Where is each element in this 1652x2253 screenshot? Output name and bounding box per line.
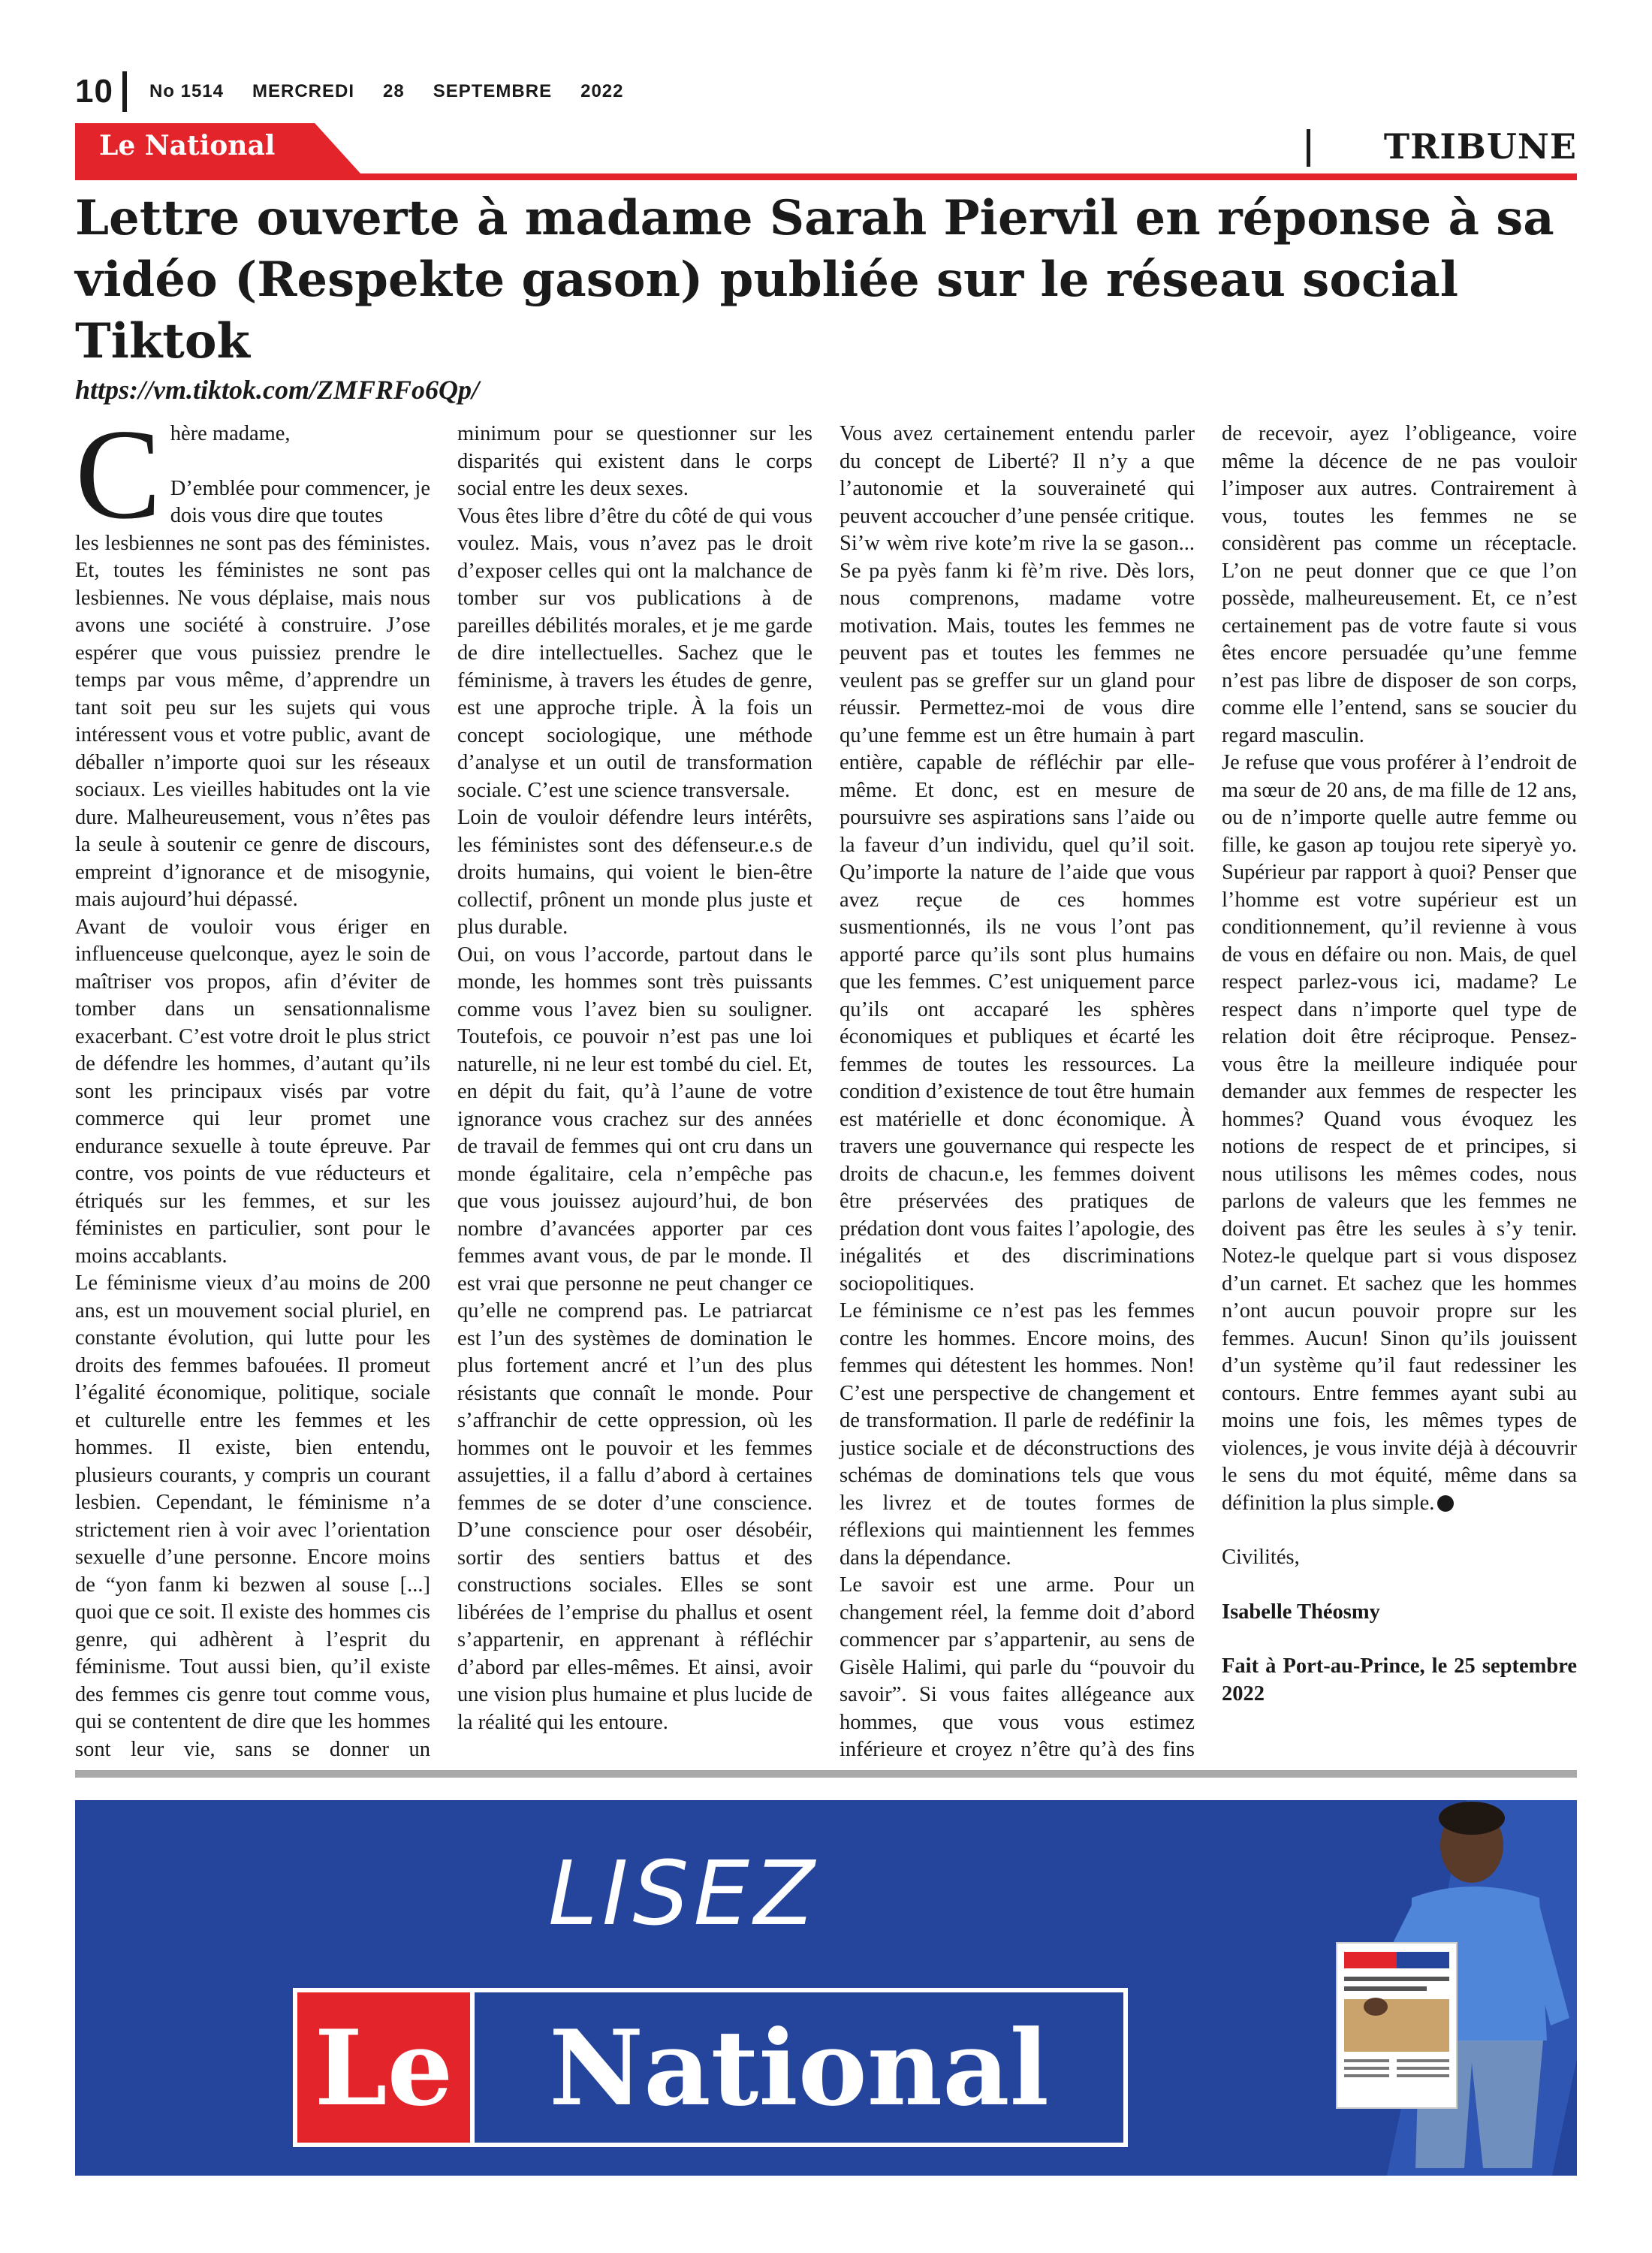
reader-with-newspaper-illustration — [1322, 1800, 1577, 2176]
paragraph-5: Loin de vouloir défendre leurs intérêts, les féministes sont des défenseur.e.s de droits humains, qui voient le bien-être collectif, prônent un monde plus juste et plus durable. — [457, 806, 812, 939]
paragraph-6: Oui, on vous l’accorde, partout dans le monde, les hommes sont très puissants comme vous l’avez bien su souligner. Toutefois, ce pouvoir n’est pas une loi naturelle, ni ne leur est tombé du ciel. Et, en dépit du fait, qu’à l’aune de votre ignorance vous crachez sur des années de travail de femmes qui ont cru dans un monde égalitaire, cela n’empêche pas que vous jouissez aujourd’hui, de bon nombre d’avancées apporter par ces femmes avant vous, de par le monde. Il est vrai que personne ne peut changer ce qu’elle ne comprend pas. Le patriarcat est l’un des systèmes de domination le plus fortement ancré et l’un des plus résistants que connaît le monde. Pour s’affranchir de cette oppression, où les hommes ont le pouvoir et les femmes assujetties, il a fallu d’abord à certaines femmes de se doter d’une conscience. D’une conscience pour oser désobéir, sortir des sentiers battus et des constructions sociales. Elles se sont libérées de l’emprise du phallus et osent s’appartenir, en apprenant à réfléchir d’abord par elles-mêmes. Et ainsi, avoir une vision plus humaine et plus lucide de la réalité qui les entoure. — [457, 943, 812, 1734]
band-divider — [1307, 129, 1310, 167]
folio — [75, 69, 652, 114]
paragraph-1-rest: les lesbiennes ne sont pas des féministes. Et, toutes les féministes ne sont pas lesbiennes. Ne vous déplaise, mais nous avons une société à construire. J’ose espérer que vous puissiez prendre le temps par vous même, d’apprendre un tant soit peu sur les sujets qui vous intéressent vous et votre public, avant de déballer n’importe quoi sur les réseaux sociaux. Les vieilles habitudes ont la vie dure. Malheureusement, vous n’êtes pas la seule à soutenir ce genre de discours, empreint d’ignorance et de misogynie, mais aujourd’hui dépassé. — [75, 531, 430, 911]
logo-national: National — [475, 1992, 1123, 2143]
logo-le: Le — [297, 1992, 470, 2143]
paragraph-4: Vous êtes libre d’être du côté de qui vous voulez. Mais, vous n’avez pas le droit d’exposer celles qui ont la malchance de tomber sur vos publications à de pareilles débilités morales, et je me garde de dire intellectuelles. Sachez que le féminisme, à travers les études de genre, est une approche triple. À la fois un concept sociologique, une méthode d’analyse et un outil de transformation sociale. C’est une science transversale. — [457, 504, 812, 802]
paragraph-9: Le savoir est une arme. Pour un changement réel, la femme doit d’abord commencer par s’appartenir, au sens de Gisèle Halimi, qui parle du “pouvoir du savoir”. Si vous faites allégeance aux hommes, que vous vous estimez inférieure et croyez n’être qu’à des fins de recevoir, ayez l’obligeance, voire même la décence de ne pas vouloir l’imposer aux autres. Contrairement à vous, toutes les femmes ne se considèrent pas comme un réceptacle. L’on ne peut donner que ce que l’on possède, malheureusement. Et, ce n’est certainement pas de votre faute si vous êtes encore persuadée qu’une femme n’est pas libre de disposer de son corps, comme elle l’entend, sans se soucier du regard masculin. — [840, 422, 1577, 1761]
end-mark-icon — [1437, 1495, 1454, 1512]
ad-divider — [75, 1770, 1577, 1778]
salutation: hère madame, — [170, 422, 291, 445]
month: SEPTEMBRE — [433, 81, 553, 101]
brand-label: Le National — [99, 130, 276, 161]
paragraph-8: Le féminisme ce n’est pas les femmes contre les hommes. Encore moins, des femmes qui détestent les hommes. Non! C’est une perspective de changement et de transformation. Il parle de redéfinir la justice sociale et de déconstructions des schémas de dominations tels que vous les livrez et de toutes formes de réflexions qui maintiennent les femmes dans la dépendance. — [840, 1299, 1195, 1570]
ad-cta: LISEZ — [548, 1841, 819, 1945]
drop-cap: C — [75, 403, 161, 546]
subscription-ad[interactable] — [75, 1800, 1577, 2176]
paragraph-1-lead: D’emblée pour commencer, je dois vous dire que toutes — [170, 476, 430, 527]
folio-divider — [122, 71, 127, 112]
article-title: Lettre ouverte à madame Sarah Piervil en réponse à sa vidéo (Respekte gason) publiée sur le réseau social Tiktok — [75, 190, 1554, 369]
article-body — [75, 403, 1577, 1765]
day: 28 — [383, 81, 405, 101]
author-name: Isabelle Théosmy — [1222, 1600, 1380, 1624]
ad-logo — [293, 1988, 1128, 2147]
page-number: 10 — [75, 73, 113, 110]
weekday: MERCREDI — [252, 81, 355, 101]
closing: Civilités, — [1222, 1546, 1300, 1569]
paragraph-7: Vous avez certainement entendu parler du concept de Liberté? Il n’y a que l’autonomie et la souveraineté qui peuvent accoucher d’une pensée critique. Si’w wèm rive kote’m rive la se gason... Se pa pyès fanm ki fè’m rive. Dès lors, nous comprenons, madame votre motivation. Mais, toutes les femmes ne peuvent pas et toutes les femmes ne veulent pas se greffer sur un gland pour réussir. Permettez-moi de vous dire qu’une femme est un être humain à part entière, capable de réfléchir par elle-même. Et donc, est en mesure de poursuivre ses aspirations sans l’aide ou la faveur d’un individu, quel qu’il soit. Qu’importe la nature de l’aide que vous avez reçue de ces hommes susmentionnés, ils ne vous l’ont pas apporté parce qu’ils sont plus humains que les femmes. C’est uniquement parce qu’ils ont accaparé les sphères économiques et publiques et écarté les femmes de toutes les ressources. La condition d’existence de tout être humain est matérielle et donc économique. À travers une gouvernance qui respecte les droits de chacun.e, les femmes doivent être préservées des pratiques de prédation dont vous faites l’apologie, des inégalités et des discriminations sociopolitiques. — [840, 422, 1195, 1295]
section-band — [75, 123, 1577, 180]
paragraph-10-text: Je refuse que vous proférer à l’endroit de ma sœur de 20 ans, de ma fille de 12 ans, ou de n’importe quelle autre femme ou fille, ke gason ap toujou rete siperyè yo. Supérieur par rapport à quoi? Penser que l’homme est votre supérieur est un conditionnement, qu’il revienne à vous de vous en défaire ou non. Mais, de quel respect parlez-vous ici, madame? Le respect dans n’importe quel type de relation doit être réciproque. Pensez-vous être la meilleure indiquée pour demander aux femmes de respecter les hommes? Quand vous évoquez les notions de respect de et principes, si nous utilisons les mêmes codes, nous parlons de valeurs que les femmes ne doivent pas être les seules à s’y tenir. Notez-le quelque part si vous disposez d’un carnet. Et sachez que les hommes n’ont aucun pouvoir propre sur les femmes. Aucun! Sinon qu’ils jouissent d’un système qu’il faut redessiner les contours. Entre femmes ayant subi au moins une fois, les mêmes types de violences, je vous invite déjà à découvrir le sens du mot équité, même dans sa définition la plus simple. — [1222, 751, 1577, 1515]
paragraph-3: Le féminisme vieux d’au moins de 200 ans, est un mouvement social pluriel, en constante évolution, qui lutte pour les droits des femmes bafouées. Il promeut l’égalité économique, politique, sociale et culturelle entre les femmes et les hommes. Il existe, bien entendu, plusieurs courants, y compris un courant lesbien. Cependant, le féminisme n’a strictement rien à voir avec l’orientation sexuelle d’une personne. Encore moins de “yon fanm ki bezwen al souse [...] quoi que ce soit. Il existe des hommes cis genre, qui adhèrent à l’esprit du féminisme. Tout aussi bien, qu’il existe des femmes cis genre tout comme vous, qui se contentent de dire que les hommes sont leur vie, sans se donner un minimum pour se questionner sur les disparités qui existent dans le corps social entre les deux sexes. — [75, 422, 812, 1761]
year: 2022 — [580, 81, 624, 101]
section-name: TRIBUNE — [1383, 126, 1577, 167]
band-rule — [75, 173, 1577, 180]
paragraph-10 — [1222, 749, 1577, 1517]
paragraph-2: Avant de vouloir vous ériger en influenceuse quelconque, ayez le soin de maîtriser vos propos, afin d’éviter de tomber dans un sensationnalisme exacerbant. C’est votre droit le plus strict de défendre les hommes, d’autant qu’ils sont les principaux visés par votre commerce qui leur promet une endurance sexuelle à toute épreuve. Par contre, vos points de vue réducteurs et étriqués sur les femmes, et sur les féministes en particulier, sont pour le moins accablants. — [75, 915, 430, 1268]
signature-place-date: Fait à Port-au-Prince, le 25 septembre 2022 — [1222, 1654, 1577, 1706]
article-link[interactable]: https://vm.tiktok.com/ZMFRFo6Qp/ — [75, 375, 480, 405]
issue-number: No 1514 — [149, 81, 225, 101]
paragraph-1 — [75, 475, 430, 914]
